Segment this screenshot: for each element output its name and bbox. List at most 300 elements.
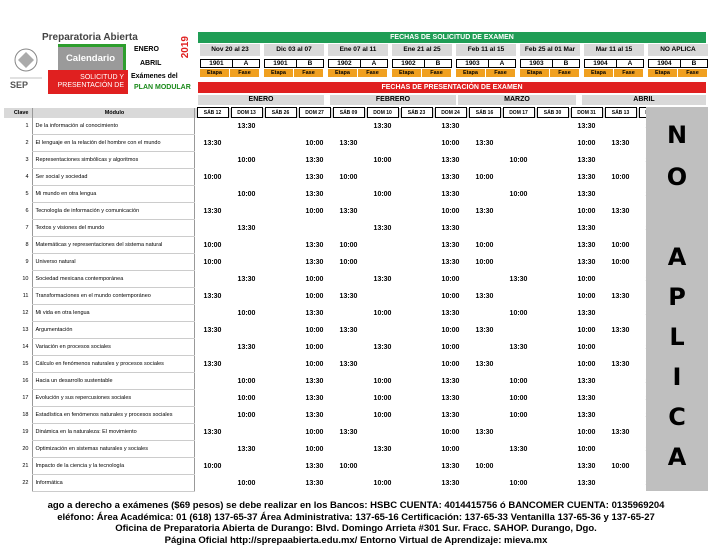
time-cell: 13:30 xyxy=(339,139,358,147)
table-row xyxy=(4,441,670,458)
etapa-fase-box xyxy=(264,59,324,68)
no-aplica-letter: P xyxy=(668,283,686,311)
month-header: FEBRERO xyxy=(330,95,456,105)
time-cell xyxy=(503,203,534,220)
time-cell: 10:00 xyxy=(203,241,222,249)
day-header: DOM 17 xyxy=(503,108,534,118)
clave-cell: 4 xyxy=(25,174,29,180)
time-cell: 13:30 xyxy=(373,343,392,351)
page-title: Preparatoria Abierta xyxy=(42,32,138,43)
etapa-number: 1901 xyxy=(265,60,297,67)
time-cell: 13:30 xyxy=(441,377,460,385)
day-header: DOM 24 xyxy=(435,108,466,118)
month-label-abril: ABRIL xyxy=(140,60,162,67)
time-cell: 13:30 xyxy=(305,258,324,266)
time-cell xyxy=(231,288,262,305)
time-cell xyxy=(537,373,568,390)
time-cell xyxy=(333,271,364,288)
modulo-cell: Impacto de la ciencia y la tecnología xyxy=(32,458,194,475)
time-cell: 13:30 xyxy=(373,445,392,453)
solicitud-column xyxy=(200,44,260,77)
time-cell xyxy=(367,458,398,475)
time-cell xyxy=(503,288,534,305)
time-cell: 13:30 xyxy=(441,122,460,130)
time-cell xyxy=(231,203,262,220)
time-cell: 13:30 xyxy=(237,275,256,283)
time-cell xyxy=(197,475,228,492)
time-cell xyxy=(197,339,228,356)
time-cell xyxy=(333,339,364,356)
no-aplica-letter: A xyxy=(667,243,687,271)
time-cell: 13:30 xyxy=(373,224,392,232)
time-cell xyxy=(333,152,364,169)
table-row xyxy=(4,373,670,390)
time-cell: 10:00 xyxy=(441,445,460,453)
time-cell xyxy=(197,152,228,169)
clave-header: Clave xyxy=(4,108,32,118)
time-cell xyxy=(265,441,296,458)
modulo-cell: El lenguaje en la relación del hombre con el mundo xyxy=(32,135,194,152)
day-header: DOM 27 xyxy=(299,108,330,118)
time-cell: 13:30 xyxy=(611,428,630,436)
time-cell xyxy=(367,424,398,441)
etapa-fase-box xyxy=(584,59,644,68)
time-cell: 10:00 xyxy=(509,479,528,487)
time-cell: 10:00 xyxy=(305,343,324,351)
clave-cell: 12 xyxy=(22,310,29,316)
time-cell xyxy=(401,169,432,186)
time-cell xyxy=(605,118,636,135)
time-cell xyxy=(503,356,534,373)
solicitud-label: SOLICITUD Y PRESENTACIÓN DE xyxy=(48,70,128,94)
footer-line-office: Oficina de Preparatoria Abierta de Durango: Blvd. Domingo Arrieta #301 Sur. Fracc. SAHOP. Durango, Dgo. xyxy=(115,523,597,534)
solicitud-date: Ene 07 al 11 xyxy=(328,44,388,56)
time-cell xyxy=(231,356,262,373)
time-cell: 10:00 xyxy=(305,139,324,147)
modulo-cell: Hacia un desarrollo sustentable xyxy=(32,373,194,390)
month-header: ABRIL xyxy=(582,95,706,105)
time-cell xyxy=(231,169,262,186)
time-cell xyxy=(401,203,432,220)
calendar-button[interactable]: Calendario xyxy=(58,44,126,70)
time-cell: 10:00 xyxy=(509,377,528,385)
fase-label: Fase xyxy=(230,69,259,77)
fase-letter: A xyxy=(371,60,377,67)
time-cell: 13:30 xyxy=(203,207,222,215)
time-cell: 10:00 xyxy=(577,445,596,453)
time-cell: 10:00 xyxy=(305,360,324,368)
time-cell xyxy=(197,407,228,424)
time-cell xyxy=(231,135,262,152)
time-cell xyxy=(401,271,432,288)
time-cell xyxy=(537,390,568,407)
time-cell xyxy=(265,169,296,186)
time-cell: 13:30 xyxy=(441,309,460,317)
time-cell: 10:00 xyxy=(373,309,392,317)
time-cell xyxy=(537,237,568,254)
time-cell xyxy=(333,390,364,407)
etapa-fase-box xyxy=(200,59,260,68)
day-header: DOM 13 xyxy=(231,108,262,118)
time-cell xyxy=(537,118,568,135)
time-cell xyxy=(503,322,534,339)
time-cell: 10:00 xyxy=(237,394,256,402)
time-cell xyxy=(401,322,432,339)
time-cell: 13:30 xyxy=(577,122,596,130)
day-header: DOM 31 xyxy=(571,108,602,118)
time-cell xyxy=(265,305,296,322)
time-cell xyxy=(197,118,228,135)
time-cell: 10:00 xyxy=(237,156,256,164)
time-cell xyxy=(469,152,500,169)
time-cell xyxy=(401,288,432,305)
fase-letter: A xyxy=(627,60,633,67)
time-cell xyxy=(299,220,330,237)
table-row xyxy=(4,271,670,288)
time-cell: 13:30 xyxy=(305,479,324,487)
clave-cell: 19 xyxy=(4,424,32,441)
time-cell xyxy=(265,288,296,305)
etapa-label: Etapa xyxy=(328,69,357,77)
time-cell: 13:30 xyxy=(577,479,596,487)
time-cell xyxy=(265,271,296,288)
time-cell xyxy=(265,118,296,135)
time-cell xyxy=(367,288,398,305)
time-cell: 13:30 xyxy=(305,377,324,385)
table-row xyxy=(4,254,670,271)
time-cell xyxy=(197,441,228,458)
footer-line-phone: eléfono: Área Académica: 01 (618) 137-65-37 Área Administrativa: 137-65-16 Certificación: 137-65-33 Ventanilla 137-65-36 y 137-65-27 xyxy=(57,511,655,523)
day-header: SÁB 09 xyxy=(333,108,364,118)
time-cell: 10:00 xyxy=(577,207,596,215)
modulo-cell: De la información al conocimiento xyxy=(32,118,194,135)
time-cell: 10:00 xyxy=(305,428,324,436)
modulo-cell: Dinámica en la naturaleza: El movimiento xyxy=(32,424,194,441)
etapa-fase-box xyxy=(328,59,388,68)
clave-cell: 13 xyxy=(4,322,32,339)
logo-text: SEP xyxy=(10,80,29,90)
time-cell xyxy=(401,441,432,458)
day-header: SÁB 26 xyxy=(265,108,296,118)
fase-label: Fase xyxy=(614,69,643,77)
time-cell: 10:00 xyxy=(305,445,324,453)
time-cell: 10:00 xyxy=(441,139,460,147)
time-cell xyxy=(537,407,568,424)
table-row xyxy=(4,356,670,373)
time-cell xyxy=(469,186,500,203)
time-cell xyxy=(231,424,262,441)
clave-cell: 2 xyxy=(25,140,29,146)
time-cell: 10:00 xyxy=(441,360,460,368)
time-cell xyxy=(537,186,568,203)
time-cell xyxy=(503,458,534,475)
time-cell xyxy=(265,254,296,271)
table-row xyxy=(4,169,670,186)
time-cell xyxy=(401,424,432,441)
time-cell xyxy=(605,339,636,356)
time-cell xyxy=(265,203,296,220)
solicitud-date: Mar 11 al 15 xyxy=(584,44,644,56)
time-cell xyxy=(265,339,296,356)
time-cell: 13:30 xyxy=(339,428,358,436)
time-cell: 13:30 xyxy=(305,309,324,317)
time-cell: 13:30 xyxy=(339,292,358,300)
time-cell: 10:00 xyxy=(373,411,392,419)
time-cell xyxy=(605,390,636,407)
time-cell: 13:30 xyxy=(441,173,460,181)
time-cell xyxy=(401,407,432,424)
time-cell: 13:30 xyxy=(441,241,460,249)
etapa-label: Etapa xyxy=(200,69,229,77)
time-cell: 10:00 xyxy=(203,258,222,266)
time-cell xyxy=(265,390,296,407)
time-cell xyxy=(367,322,398,339)
time-cell: 13:30 xyxy=(577,224,596,232)
time-cell xyxy=(503,135,534,152)
time-cell xyxy=(231,458,262,475)
time-cell: 13:30 xyxy=(577,377,596,385)
time-cell: 13:30 xyxy=(237,224,256,232)
time-cell: 10:00 xyxy=(611,173,630,181)
time-cell: 13:30 xyxy=(441,394,460,402)
clave-cell: 21 xyxy=(4,458,32,475)
time-cell xyxy=(537,322,568,339)
time-cell xyxy=(605,220,636,237)
clave-cell: 18 xyxy=(22,412,29,418)
clave-cell: 9 xyxy=(4,254,32,271)
time-cell xyxy=(333,186,364,203)
solicitud-column xyxy=(456,44,516,77)
time-cell xyxy=(197,220,228,237)
solicitud-date: Dic 03 al 07 xyxy=(264,44,324,56)
etapa-label: Etapa xyxy=(520,69,549,77)
time-cell xyxy=(367,135,398,152)
time-cell xyxy=(605,441,636,458)
time-cell xyxy=(367,237,398,254)
fase-letter: B xyxy=(691,60,697,67)
time-cell: 13:30 xyxy=(305,156,324,164)
time-cell xyxy=(265,407,296,424)
time-cell: 13:30 xyxy=(475,326,494,334)
time-cell: 13:30 xyxy=(237,122,256,130)
time-cell: 10:00 xyxy=(373,394,392,402)
time-cell xyxy=(265,475,296,492)
time-cell xyxy=(265,373,296,390)
etapa-number: 1904 xyxy=(585,60,617,67)
time-cell: 10:00 xyxy=(577,360,596,368)
time-cell xyxy=(401,118,432,135)
clave-cell: 16 xyxy=(22,378,29,384)
table-row xyxy=(4,237,670,254)
time-cell xyxy=(333,373,364,390)
time-cell xyxy=(469,390,500,407)
solicitud-date: Feb 11 al 15 xyxy=(456,44,516,56)
time-cell xyxy=(333,305,364,322)
table-row xyxy=(4,203,670,220)
time-cell: 13:30 xyxy=(475,360,494,368)
time-cell: 10:00 xyxy=(373,479,392,487)
table-row xyxy=(4,424,670,441)
clave-cell: 14 xyxy=(22,344,29,350)
modulo-cell: Estadística en fenómenos naturales y procesos sociales xyxy=(32,407,194,424)
time-cell xyxy=(197,373,228,390)
time-cell: 10:00 xyxy=(509,190,528,198)
time-cell xyxy=(469,441,500,458)
time-cell: 13:30 xyxy=(441,258,460,266)
etapa-fase-box xyxy=(520,59,580,68)
time-cell: 13:30 xyxy=(509,275,528,283)
time-cell: 13:30 xyxy=(509,445,528,453)
modulo-cell: Variación en procesos sociales xyxy=(32,339,194,356)
time-cell xyxy=(605,186,636,203)
time-cell: 13:30 xyxy=(611,360,630,368)
time-cell xyxy=(537,458,568,475)
time-cell: 10:00 xyxy=(237,309,256,317)
day-header: SÁB 12 xyxy=(197,108,228,118)
fase-letter: A xyxy=(499,60,505,67)
etapa-fase-box xyxy=(392,59,452,68)
time-cell: 13:30 xyxy=(611,207,630,215)
time-cell xyxy=(605,407,636,424)
time-cell xyxy=(197,186,228,203)
time-cell: 13:30 xyxy=(237,343,256,351)
plan-label: PLAN MODULAR xyxy=(134,84,191,91)
time-cell xyxy=(231,254,262,271)
table-row xyxy=(4,322,670,339)
etapa-number: 1902 xyxy=(329,60,361,67)
clave-cell: 3 xyxy=(4,152,32,169)
time-cell: 13:30 xyxy=(611,292,630,300)
time-cell: 13:30 xyxy=(339,360,358,368)
modulo-cell: Evolución y sus repercusiones sociales xyxy=(32,390,194,407)
fase-label: Fase xyxy=(678,69,707,77)
time-cell xyxy=(537,220,568,237)
table-row xyxy=(4,152,670,169)
modulo-cell: Transformaciones en el mundo contemporáneo xyxy=(32,288,194,305)
time-cell xyxy=(401,475,432,492)
schedule-table xyxy=(4,107,671,492)
time-cell: 13:30 xyxy=(577,173,596,181)
time-cell: 13:30 xyxy=(305,173,324,181)
time-cell xyxy=(401,237,432,254)
etapa-number: 1903 xyxy=(457,60,489,67)
solicitud-column xyxy=(264,44,324,77)
modulo-cell: Mi mundo en otra lengua xyxy=(32,186,194,203)
time-cell xyxy=(537,169,568,186)
time-cell xyxy=(401,186,432,203)
time-cell xyxy=(265,424,296,441)
time-cell xyxy=(333,475,364,492)
time-cell: 10:00 xyxy=(203,173,222,181)
time-cell xyxy=(299,118,330,135)
modulo-cell: Mi vida en otra lengua xyxy=(32,305,194,322)
time-cell: 10:00 xyxy=(203,462,222,470)
modulo-cell: Cálculo en fenómenos naturales y procesos sociales xyxy=(32,356,194,373)
time-cell: 10:00 xyxy=(305,326,324,334)
modulo-cell: Tecnología de información y comunicación xyxy=(32,203,194,220)
time-cell: 10:00 xyxy=(373,190,392,198)
solicitud-column xyxy=(584,44,644,77)
time-cell xyxy=(231,237,262,254)
no-aplica-letter: L xyxy=(669,323,685,351)
solicitud-date: Ene 21 al 25 xyxy=(392,44,452,56)
time-cell xyxy=(605,305,636,322)
fase-label: Fase xyxy=(294,69,323,77)
time-cell: 13:30 xyxy=(611,326,630,334)
time-cell xyxy=(197,305,228,322)
time-cell: 13:30 xyxy=(305,394,324,402)
month-header: ENERO xyxy=(198,95,324,105)
fase-letter: B xyxy=(435,60,441,67)
clave-cell: 15 xyxy=(4,356,32,373)
table-row xyxy=(4,118,670,135)
time-cell: 13:30 xyxy=(577,309,596,317)
time-cell: 10:00 xyxy=(577,343,596,351)
fase-label: Fase xyxy=(486,69,515,77)
modulo-cell: Textos y visiones del mundo xyxy=(32,220,194,237)
time-cell: 13:30 xyxy=(203,428,222,436)
time-cell xyxy=(401,254,432,271)
time-cell xyxy=(333,118,364,135)
clave-cell: 7 xyxy=(4,220,32,237)
clave-cell: 17 xyxy=(4,390,32,407)
time-cell: 13:30 xyxy=(441,156,460,164)
time-cell: 10:00 xyxy=(509,309,528,317)
time-cell: 10:00 xyxy=(237,479,256,487)
clave-cell: 5 xyxy=(4,186,32,203)
time-cell xyxy=(503,220,534,237)
clave-cell: 20 xyxy=(22,446,29,452)
time-cell: 10:00 xyxy=(441,292,460,300)
time-cell xyxy=(605,475,636,492)
footer-line-payment: ago a derecho a exámenes ($69 pesos) se debe realizar en los Bancos: HSBC CUENTA: 4014415756 ó BANCOMER CUENTA: 0135969204 xyxy=(47,500,665,511)
time-cell: 13:30 xyxy=(441,479,460,487)
time-cell: 13:30 xyxy=(237,445,256,453)
etapa-number: 1904 xyxy=(649,60,681,67)
time-cell xyxy=(367,356,398,373)
time-cell: 13:30 xyxy=(577,394,596,402)
time-cell: 10:00 xyxy=(237,190,256,198)
time-cell: 13:30 xyxy=(203,139,222,147)
time-cell xyxy=(537,288,568,305)
solicitud-date: Feb 25 al 01 Mar xyxy=(520,44,580,56)
time-cell xyxy=(265,458,296,475)
time-cell: 10:00 xyxy=(475,241,494,249)
etapa-label: Etapa xyxy=(392,69,421,77)
time-cell xyxy=(401,356,432,373)
time-cell xyxy=(401,458,432,475)
etapa-label: Etapa xyxy=(264,69,293,77)
clave-cell: 11 xyxy=(4,288,32,305)
modulo-cell: Sociedad mexicana contemporánea xyxy=(32,271,194,288)
time-cell xyxy=(469,407,500,424)
month-label-enero: ENERO xyxy=(134,46,159,53)
table-row xyxy=(4,186,670,203)
time-cell xyxy=(401,220,432,237)
clave-cell: 6 xyxy=(25,208,29,214)
time-cell: 13:30 xyxy=(475,428,494,436)
time-cell: 10:00 xyxy=(339,462,358,470)
time-cell: 13:30 xyxy=(577,258,596,266)
time-cell xyxy=(401,135,432,152)
footer-line-web: Página Oficial http://sprepaabierta.edu.mx/ Entorno Virtual de Aprendizaje: mieva.mx xyxy=(164,534,548,546)
time-cell: 13:30 xyxy=(203,360,222,368)
modulo-cell: Representaciones simbólicas y algoritmos xyxy=(32,152,194,169)
time-cell: 13:30 xyxy=(441,462,460,470)
solicitud-date: Nov 20 al 23 xyxy=(200,44,260,56)
time-cell: 10:00 xyxy=(237,411,256,419)
time-cell xyxy=(265,152,296,169)
